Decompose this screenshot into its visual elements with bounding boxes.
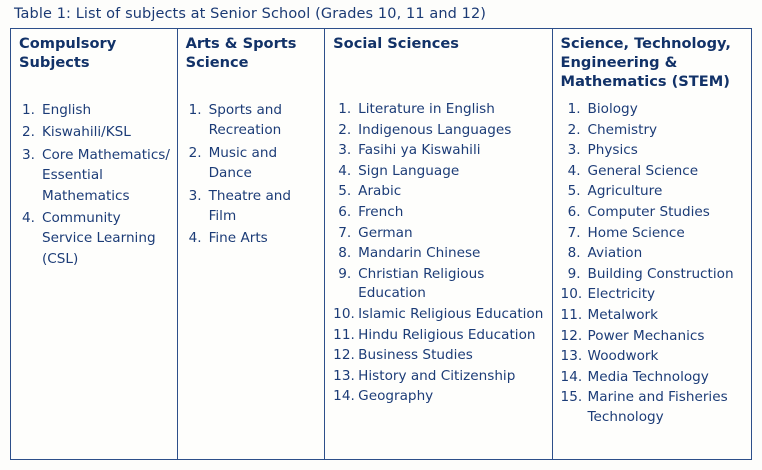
list-number: 5.	[338, 183, 352, 200]
list-number: 6.	[567, 203, 581, 220]
subject-name: Kiswahili/KSL	[42, 124, 131, 141]
subject-name: Fine Arts	[208, 230, 268, 247]
list-item	[333, 141, 545, 161]
subject-name: Hindu Religious Education	[358, 326, 536, 343]
list-number: 6.	[338, 203, 352, 220]
list-number: 3.	[188, 187, 202, 204]
subject-name: Sports and Recreation	[208, 102, 283, 139]
subject-name: Chemistry	[587, 121, 658, 138]
list-item	[333, 387, 545, 407]
list-number: 3.	[567, 142, 581, 159]
list-number: 7.	[567, 224, 581, 241]
list-number: 10.	[560, 286, 583, 303]
table-caption: Table 1: List of subjects at Senior School (Grades 10, 11 and 12)	[14, 6, 487, 22]
list-item	[333, 326, 545, 346]
subject-name: Christian Religious Education	[358, 265, 485, 302]
subject-name: Islamic Religious Education	[358, 305, 544, 322]
subject-name: Community Service Learning (CSL)	[42, 210, 156, 267]
list-number: 4.	[338, 162, 352, 179]
list-number: 9.	[338, 265, 352, 282]
list-item	[333, 367, 545, 387]
list-number: 11.	[333, 326, 355, 343]
subject-name: Power Mechanics	[587, 327, 705, 344]
subject-name: Aviation	[587, 245, 643, 262]
subject-list-arts-sports	[186, 100, 319, 249]
list-item	[561, 388, 745, 427]
subject-name: Home Science	[587, 224, 685, 241]
list-number: 11.	[560, 306, 583, 323]
column-header-arts-and-sports-science: Arts & Sports Science	[185, 35, 297, 71]
list-item	[186, 100, 319, 141]
list-item	[333, 244, 545, 264]
subject-name: Electricity	[587, 286, 656, 303]
subject-name: French	[358, 203, 404, 220]
list-number: 1.	[22, 102, 35, 118]
subjects-table	[10, 28, 752, 460]
list-number: 8.	[338, 245, 352, 262]
list-number: 12.	[333, 347, 355, 364]
list-item	[561, 306, 745, 326]
list-number: 3.	[22, 146, 35, 163]
column-header-stem: Science, Technology, Engineering & Mathematics (STEM)	[560, 35, 731, 90]
column-header-social-sciences: Social Sciences	[333, 35, 459, 52]
list-number: 4.	[188, 230, 202, 247]
list-item	[186, 143, 319, 184]
list-item	[333, 182, 545, 202]
list-item	[333, 224, 545, 244]
subject-name: Agriculture	[587, 183, 663, 200]
list-item	[561, 182, 745, 202]
subject-name: Media Technology	[587, 368, 709, 385]
subject-name: Arabic	[358, 183, 402, 200]
subject-name: Theatre and Film	[208, 187, 292, 225]
list-item	[561, 141, 745, 161]
list-number: 13.	[560, 348, 583, 365]
list-item	[19, 145, 171, 206]
subject-name: Core Mathematics/ Essential Mathematics	[42, 146, 170, 204]
subject-name: English	[42, 102, 92, 118]
subject-name: Business Studies	[358, 347, 473, 364]
subject-list-compulsory	[19, 100, 171, 269]
subject-name: Biology	[587, 101, 638, 117]
subject-name: Woodwork	[587, 348, 659, 365]
list-item	[561, 121, 745, 141]
list-number: 15.	[560, 389, 583, 406]
subject-name: Marine and Fisheries Technology	[587, 389, 728, 425]
table-column-social-sciences	[325, 29, 552, 459]
table-column-compulsory-subjects	[11, 29, 178, 459]
list-number: 13.	[333, 367, 355, 384]
subject-name: Indigenous Languages	[358, 121, 512, 138]
list-number: 1.	[567, 101, 581, 117]
list-number: 2.	[188, 144, 202, 161]
list-number: 1.	[188, 102, 202, 118]
subject-list-stem	[561, 100, 745, 428]
list-item	[333, 265, 545, 304]
subject-name: Sign Language	[358, 162, 460, 179]
list-number: 12.	[560, 327, 583, 344]
column-header-compulsory-subjects: Compulsory Subjects	[19, 35, 117, 71]
subject-name: Music and Dance	[208, 144, 278, 182]
subject-name: Geography	[358, 388, 434, 405]
subject-name: Computer Studies	[587, 203, 710, 220]
subject-name: General Science	[587, 162, 699, 179]
list-item	[561, 162, 745, 182]
list-item	[561, 224, 745, 244]
list-item	[561, 244, 745, 264]
list-number: 4.	[567, 162, 581, 179]
list-item	[561, 285, 745, 305]
subject-name: Mandarin Chinese	[358, 245, 481, 262]
list-item	[561, 265, 745, 285]
list-number: 2.	[22, 124, 35, 141]
list-item	[561, 327, 745, 347]
list-item	[186, 186, 319, 227]
list-number: 7.	[338, 224, 352, 241]
list-number: 2.	[338, 121, 352, 138]
list-number: 9.	[567, 265, 581, 282]
subject-name: Literature in English	[358, 101, 495, 117]
list-item	[19, 122, 171, 142]
subject-name: Fasihi ya Kiswahili	[358, 142, 481, 159]
list-number: 3.	[338, 142, 352, 159]
list-number: 14.	[333, 388, 355, 405]
list-item	[19, 100, 171, 120]
table-column-stem	[553, 29, 751, 459]
list-number: 1.	[338, 101, 352, 117]
list-item	[333, 346, 545, 366]
list-item	[333, 305, 545, 325]
list-number: 5.	[567, 183, 581, 200]
list-item	[333, 100, 545, 120]
list-number: 4.	[22, 210, 35, 227]
list-number: 2.	[567, 121, 581, 138]
subject-name: Physics	[587, 142, 638, 159]
subject-name: History and Citizenship	[358, 367, 516, 384]
list-item	[333, 121, 545, 141]
list-item	[561, 347, 745, 367]
subject-list-social-sciences	[333, 100, 545, 407]
list-item	[19, 208, 171, 269]
list-number: 14.	[560, 368, 583, 385]
list-item	[561, 203, 745, 223]
table-column-arts-and-sports-science	[178, 29, 326, 459]
list-item	[561, 100, 745, 120]
list-item	[333, 203, 545, 223]
list-number: 10.	[333, 305, 355, 322]
list-item	[186, 228, 319, 248]
list-item	[561, 368, 745, 388]
list-item	[333, 162, 545, 182]
list-number: 8.	[567, 245, 581, 262]
subject-name: Metalwork	[587, 306, 658, 323]
subject-name: German	[358, 224, 413, 241]
subject-name: Building Construction	[587, 265, 734, 282]
